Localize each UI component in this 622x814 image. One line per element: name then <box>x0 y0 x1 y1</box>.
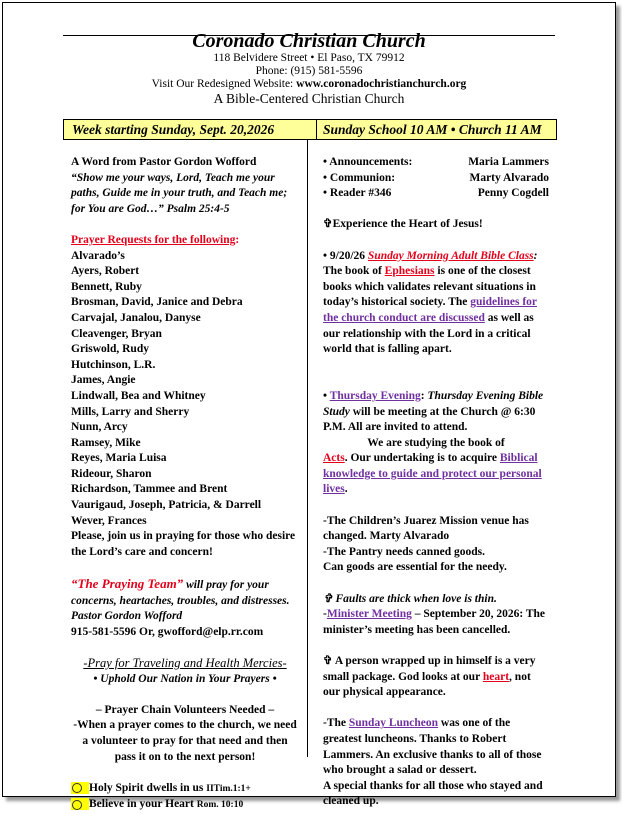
bible-class-paragraph: • 9/20/26 Sunday Morning Adult Bible Class: The book of Ephesians is one of the closest books which validates relevant situations in today’s historical society. The guidelines for the church conduct are discussed as well as our relationship with the Lord in a critical world that is falling apart. <box>323 249 538 356</box>
church-tagline: A Bible-Centered Christian Church <box>213 91 405 106</box>
heart-link[interactable]: heart <box>482 670 510 683</box>
prayer-heading: Prayer Requests for the following: <box>71 233 240 246</box>
pastor-verse: “Show me your ways, Lord, Teach me your paths, Guide me in your truth, and Teach me; for You are God…” Psalm 25:4-5 <box>71 171 288 215</box>
left-column <box>71 155 299 814</box>
prayer-list <box>71 249 299 530</box>
mission-note: -The Children’s Juarez Mission venue has changed. Marty Alvarado <box>323 514 529 543</box>
prayer-list-item: Hutchinson, L.R. <box>71 358 156 371</box>
column-divider <box>307 140 308 757</box>
prayer-list-item: Vaurigaud, Joseph, Patricia, & Darrell <box>71 499 262 512</box>
week-label: Week starting Sunday, Sept. 20,2026 <box>64 120 317 139</box>
circle-bullet-icon <box>72 783 82 793</box>
biblical-knowledge-link[interactable]: Biblical knowledge to guide and protect our personal lives <box>323 452 542 496</box>
prayer-list-item: Carvajal, Janalou, Danyse <box>71 311 201 324</box>
minister-meeting-link[interactable]: Minister Meeting <box>326 608 412 621</box>
pantry-note: -The Pantry needs canned goods. <box>323 545 485 558</box>
scripture-bullet: Holy Spirit dwells in us IITim.1:1+ <box>71 781 299 798</box>
luncheon-thanks: A special thanks for all those who stayed and cleaned up. <box>323 779 543 808</box>
prayer-list-item: Ayers, Robert <box>71 265 140 278</box>
luncheon-paragraph: -The Sunday Luncheon was one of the greatest luncheons. Thanks to Robert Lammers. An exclusive thanks to all of those who brought a salad or dessert. <box>323 717 542 777</box>
sunday-luncheon-link[interactable]: Sunday Luncheon <box>348 717 439 730</box>
prayer-list-item: Richardson, Tammee and Brent <box>71 483 228 496</box>
travel-mercies: -Pray for Traveling and Health Mercies- <box>83 656 287 670</box>
praying-team: “The Praying Team” will pray for your concerns, heartaches, troubles, and distresses. Pastor Gordon Wofford <box>71 576 290 623</box>
prayer-chain-text: -When a prayer comes to the church, we need a volunteer to pray for that need and then pass it on to the next person! <box>73 719 297 763</box>
minister-meeting: -Minister Meeting – September 20, 2026: The minister’s meeting has been cancelled. <box>323 608 546 636</box>
cans-note: Can goods are essential for the needy. <box>323 561 507 574</box>
prayer-list-item: Brosman, David, Janice and Debra <box>71 296 243 309</box>
studying-line: We are studying the book of <box>367 436 505 449</box>
role-row: • Reader #346 Penny Cogdell <box>323 187 549 200</box>
prayer-list-item: Reyes, Maria Luisa <box>71 452 167 465</box>
thursday-paragraph: • Thursday Evening: Thursday Evening Bible Study will be meeting at the Church @ 6:30 P.M. All are invited to attend. <box>323 389 544 434</box>
circle-bullet-icon <box>72 800 82 810</box>
church-name: Coronado Christian Church <box>192 30 426 52</box>
acts-link[interactable]: Acts <box>323 452 345 465</box>
acts-paragraph: Acts. Our undertaking is to acquire Biblical knowledge to guide and protect our personal lives. <box>323 452 542 496</box>
bible-class-link[interactable]: Sunday Morning Adult Bible Class <box>367 249 534 262</box>
church-website <box>3 78 615 91</box>
ephesians-link[interactable]: Ephesians <box>384 265 435 278</box>
website-prefix: Visit Our Redesigned Website: <box>151 78 297 90</box>
prayer-list-item: Nunn, Arcy <box>71 421 128 434</box>
pastor-heading: A Word from Pastor Gordon Wofford <box>71 156 257 168</box>
prayer-list-item: Ramsey, Mike <box>71 436 141 449</box>
prayer-chain-heading: – Prayer Chain Volunteers Needed – <box>95 703 275 716</box>
prayer-list-item: Cleavenger, Bryan <box>71 327 162 340</box>
prayer-closing: Please, join us in praying for those who desire the Lord’s care and concern! <box>71 530 296 558</box>
guidelines-link[interactable]: guidelines for the church conduct are discussed <box>323 296 538 324</box>
praying-team-contact: 915-581-5596 Or, gwofford@elp.rr.com <box>71 625 264 638</box>
service-times: Sunday School 10 AM • Church 11 AM <box>323 122 542 137</box>
praying-team-name: “The Praying Team” <box>71 576 184 592</box>
prayer-list-item: Lindwall, Bea and Whitney <box>71 389 206 402</box>
schedule-bar <box>63 119 557 140</box>
faults-quote: ✞ Faults are thick when love is thin. <box>323 592 497 605</box>
right-column <box>323 155 549 810</box>
prayer-list-item: Alvarado’s <box>71 249 125 262</box>
church-phone: Phone: (915) 581-5596 <box>255 65 363 77</box>
prayer-list-item: Mills, Larry and Sherry <box>71 405 190 418</box>
prayer-list-item: Rideour, Sharon <box>71 467 152 480</box>
uphold-nation: • Uphold Our Nation in Your Prayers • <box>93 672 277 685</box>
thursday-evening-link[interactable]: Thursday Evening <box>329 389 421 402</box>
scripture-bullet: Believe in your Heart Rom. 10:10 <box>71 797 299 814</box>
website-url[interactable]: www.coronadochristianchurch.org <box>296 78 467 90</box>
role-row: • Announcements: Maria Lammers <box>323 156 549 168</box>
church-address: 118 Belvidere Street • El Paso, TX 79912 <box>213 52 405 64</box>
role-row: • Communion: Marty Alvarado <box>323 171 549 184</box>
prayer-list-item: Wever, Frances <box>71 514 147 527</box>
prayer-heading-text: Prayer Requests for the following <box>71 233 236 246</box>
prayer-list-item: James, Angie <box>71 374 136 387</box>
prayer-list-item: Griswold, Rudy <box>71 343 149 356</box>
header-rule <box>63 35 555 36</box>
bulletin-page <box>2 2 616 811</box>
bulletin-header <box>3 30 615 107</box>
prayer-list-item: Bennett, Ruby <box>71 280 142 293</box>
experience-heart: ✞Experience the Heart of Jesus! <box>323 218 483 231</box>
package-quote: ✞ A person wrapped up in himself is a very small package. God looks at our heart, not our physical appearance. <box>323 655 536 699</box>
